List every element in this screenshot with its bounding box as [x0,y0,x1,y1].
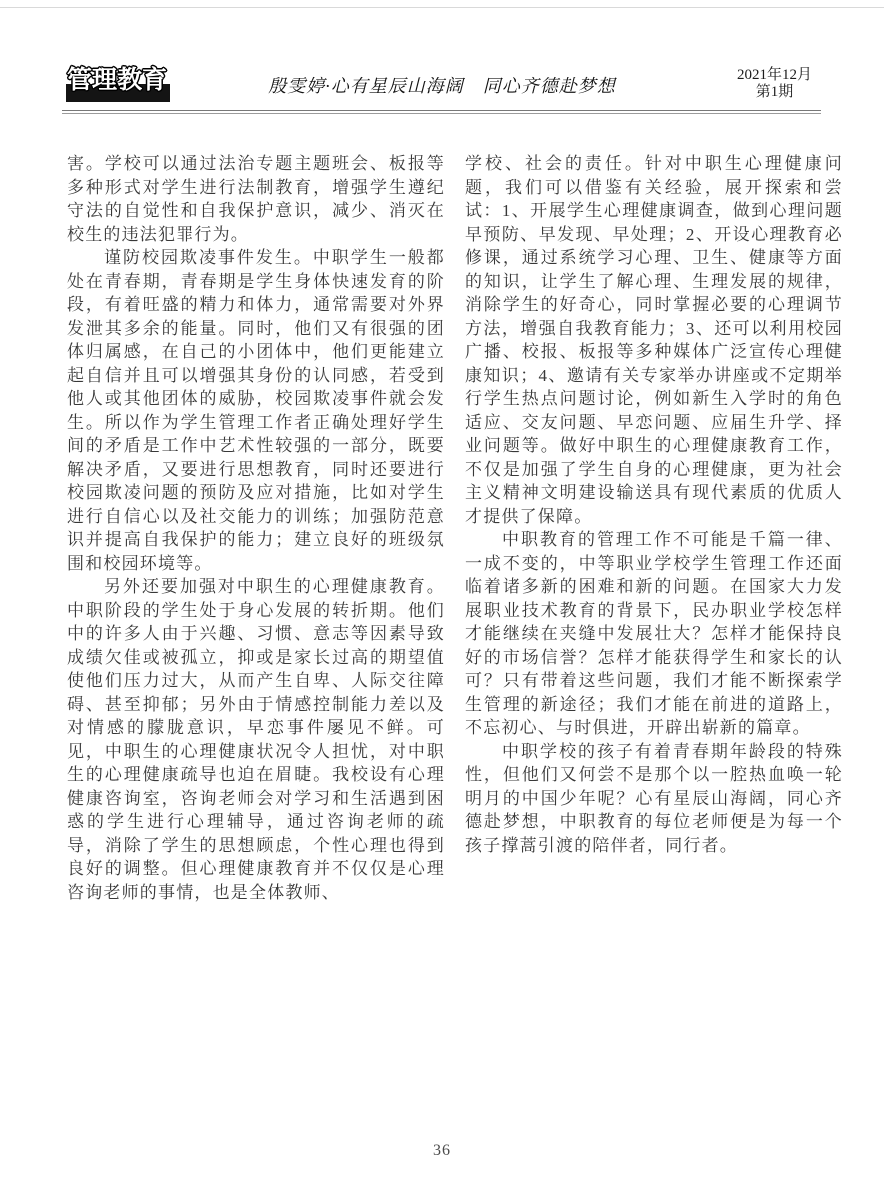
right-column [465,152,843,904]
issue-date: 2021年12月 [736,67,812,83]
paragraph: 谨防校园欺凌事件发生。中职学生一般都处在青春期，青春期是学生身体快速发育的阶段，有着旺盛的精力和体力，通常需要对外界发泄其多余的能量。同时，他们又有很强的团体归属感，在自己的小团体中，他们更能建立起自信并且可以增强其身份的认同感，若受到他人或其他团体的威胁，校园欺凌事件就会发生。所以作为学生管理工作者正确处理好学生间的矛盾是工作中艺术性较强的一部分，既要解决矛盾，又要进行思想教育，同时还要进行校园欺凌问题的预防及应对措施，比如对学生进行自信心以及社交能力的训练；加强防范意识并提高自我保护的能力；建立良好的班级氛围和校园环境等。 [67,248,445,573]
article-body [67,152,843,904]
logo-text: 管理教育 [67,65,168,94]
paragraph: 中职学校的孩子有着青春期年龄段的特殊性，但他们又何尝不是那个以一腔热血唤一轮明月的中国少年呢？心有星辰山海阔，同心齐德赴梦想，中职教育的每位老师便是为每一个孩子撑蒿引渡的陪伴者，同行者。 [465,741,843,855]
left-column [67,152,445,904]
issue-number: 第1期 [755,84,794,100]
issue-info [737,67,812,101]
page-top-rule [0,7,884,8]
paragraph-continuation: 害。学校可以通过法治专题主题班会、板报等多种形式对学生进行法制教育，增强学生遵纪守法的自觉性和自我保护意识，减少、消灭在校生的违法犯罪行为。 [67,154,445,244]
page-number: 36 [433,1142,451,1159]
paragraph: 另外还要加强对中职生的心理健康教育。中职阶段的学生处于身心发展的转折期。他们中的许多人由于兴趣、习惯、意志等因素导致成绩欠佳或被孤立，抑或是家长过高的期望值使他们压力过大，从而产生自卑、人际交往障碍、甚至抑郁；另外由于情感控制能力差以及对情感的朦胧意识，早恋事件屡见不鲜。可见，中职生的心理健康状况令人担忧，对中职生的心理健康疏导也迫在眉睫。我校设有心理健康咨询室，咨询老师会对学习和生活遇到困惑的学生进行心理辅导，通过咨询老师的疏导，消除了学生的思想顾虑，个性心理也得到良好的调整。但心理健康教育并不仅仅是心理咨询老师的事情，也是全体教师、 [67,577,445,902]
paragraph: 中职教育的管理工作不可能是千篇一律、一成不变的，中等职业学校学生管理工作还面临着诸多新的困难和新的问题。在国家大力发展职业技术教育的背景下，民办职业学校怎样才能继续在夹缝中发展壮大？怎样才能保持良好的市场信誉？怎样才能获得学生和家长的认可？只有带着这些问题，我们才能不断探索学生管理的新途径；我们才能在前进的道路上，不忘初心、与时俱进，开辟出崭新的篇章。 [465,530,843,737]
header-divider-rule [62,110,821,114]
running-title: 殷雯婷·心有星辰山海阔 同心齐德赴梦想 [268,76,616,96]
paragraph-continuation: 学校、社会的责任。针对中职生心理健康问题，我们可以借鉴有关经验，展开探索和尝试：1、开展学生心理健康调查，做到心理问题早预防、早发现、早处理；2、开设心理教育必修课，通过系统学习心理、卫生、健康等方面的知识，让学生了解心理、生理发展的规律，消除学生的好奇心，同时掌握必要的心理调节方法，增强自我教育能力；3、还可以利用校园广播、校报、板报等多种媒体广泛宣传心理健康知识；4、邀请有关专家举办讲座或不定期举行学生热点问题讨论，例如新生入学时的角色适应、交友问题、早恋问题、应届生升学、择业问题等。做好中职生的心理健康教育工作，不仅是加强了学生自身的心理健康，更为社会主义精神文明建设输送具有现代素质的优质人才提供了保障。 [465,154,843,526]
